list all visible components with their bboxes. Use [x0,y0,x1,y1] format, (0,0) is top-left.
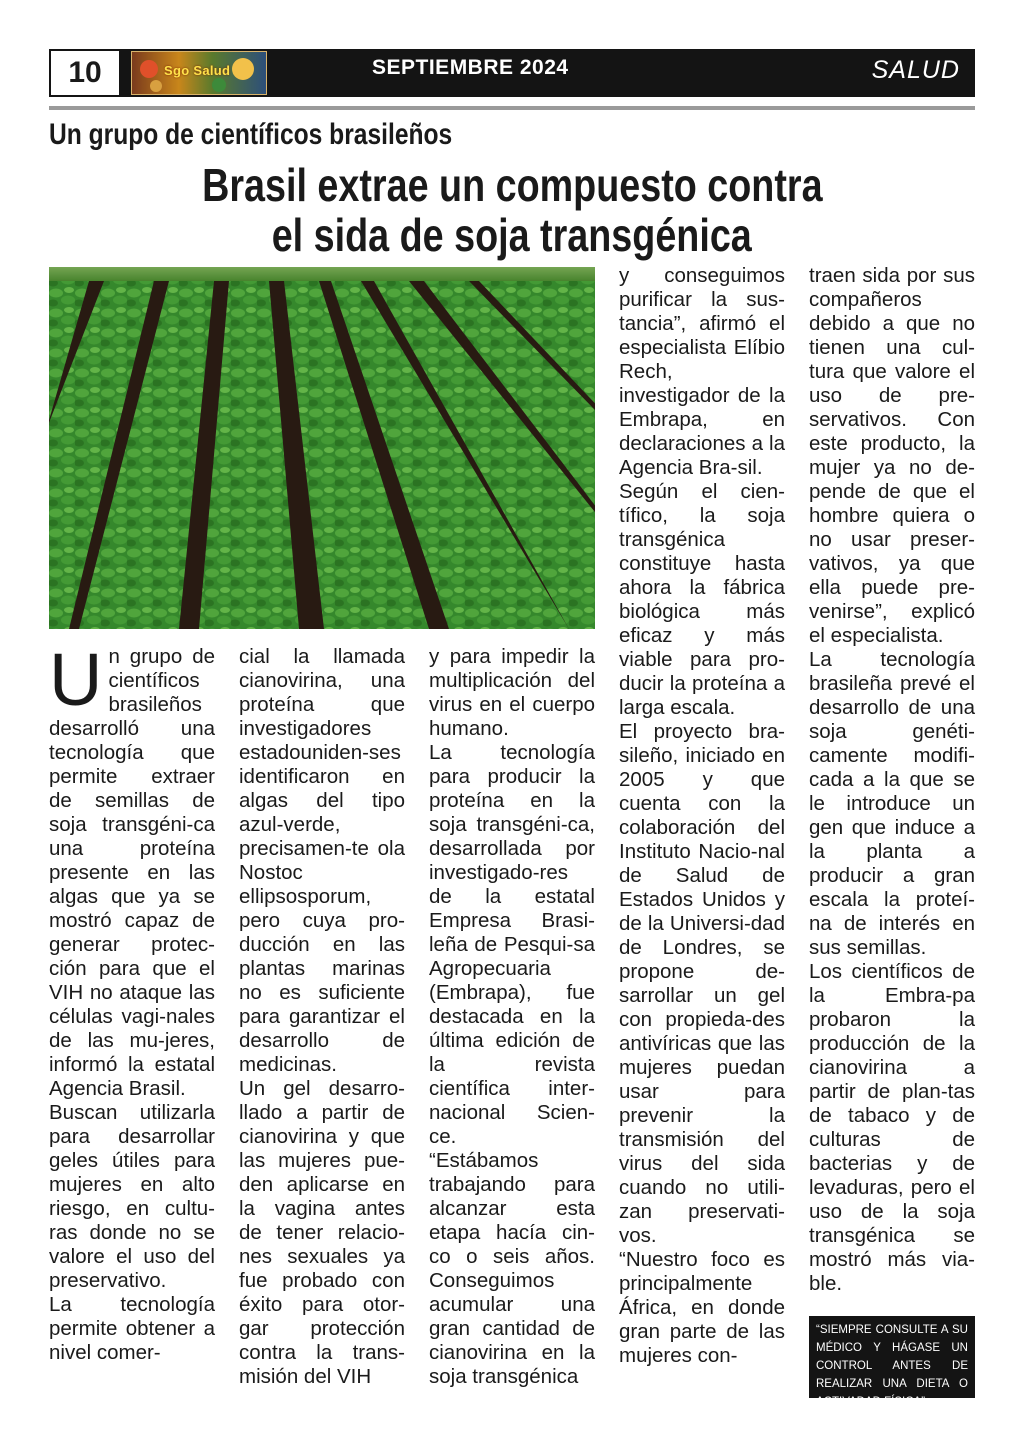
logo-text: Sgo Salud [164,63,231,78]
paragraph: y para impedir la multiplicación del virus en el cuerpo humano. [429,645,595,740]
paragraph: cial la llamada cianovirina, una proteína que investigadores estadouniden-ses identificaron en algas del tipo azul-verde, precisamen-te ola Nostoc ellipsosporum, pero cuya pro-ducción en las plantas marinas no es suficiente para garantizar el desarrollo de medicinas. [239,645,405,1076]
soybean-field-photo [49,267,595,629]
paragraph: “Estábamos trabajando para alcanzar esta etapa hacía cin-co o seis años. Conseguimos acumular una gran cantidad de cianovirina en la soja transgénica [429,1149,595,1388]
issue-date: SEPTIEMBRE 2024 [372,56,569,79]
paragraph: y conseguimos purificar la sus-tancia”, afirmó el especialista Elíbio Rech, investigador de la Embrapa, en declaraciones a la Agencia Bra-sil. [619,264,785,479]
headline-line-2: el sida de soja transgénica [271,209,753,261]
article-column-2 [239,645,405,1389]
article-column-1 [49,638,215,1365]
logo [131,51,267,95]
article-column-4 [619,264,785,1368]
health-notice-box: “SIEMPRE CONSULTE A SU MÉDICO Y HÁGASE UN CONTROL ANTES DE REALIZAR UNA DIETA O ACTIVADAD FÍSICA” [809,1316,975,1398]
paragraph: Los científicos de la Embra-pa probaron la producción de la cianovirina a partir de plan-tas de tabaco y de culturas de bacterias y de levaduras, pero el uso de la soja transgénica se mostró más via-ble. [809,960,975,1295]
article-column-5 [809,264,975,1296]
soybean-field-illustration [49,267,595,629]
header-divider [49,106,975,110]
paragraph: El proyecto bra-sileño, iniciado en 2005 y que cuenta con la colaboración del Instituto Nacio-nal de Salud de Estados Unidos y de la Universi-dad de Londres, se propone de-sarrollar un gel con propieda-des antivíricas que las mujeres puedan usar para prevenir la transmisión del virus del sida cuando no utili-zan preservati-vos. [619,720,785,1247]
headline-line-1: Brasil extrae un compuesto contra [201,159,823,211]
paragraph: Un gel desarro-llado a partir de cianovirina y que las mujeres pue-den aplicarse en la vagina antes de tener relacio-nes sexuales ya fue probado con éxito para otor-gar protección contra la trans-misión del VIH [239,1077,405,1388]
section-title: SALUD [871,56,960,84]
paragraph: La tecnología para producir la proteína en la soja transgéni-ca, desarrollada por investigado-res de la estatal Empresa Brasi-leña de Pesqui-sa Agropecuaria (Embrapa), fue destacada en la última edición de la revista científica inter-nacional Scien-ce. [429,741,595,1148]
paragraph: “Nuestro foco es principalmente África, en donde gran parte de las mujeres con- [619,1248,785,1367]
paragraph: Según el cien-tífico, la soja transgénica constituye hasta ahora la fábrica biológica más eficaz y más viable para pro-ducir la proteína a larga escala. [619,480,785,719]
paragraph: La tecnología brasileña prevé el desarrollo de una soja genéti-camente modifi-cada a la que se le introduce un gen que induce a la planta a producir a gran escala la proteí-na de interés en sus semillas. [809,648,975,959]
article-column-3 [429,645,595,1389]
drop-cap: U [49,638,103,721]
article-kicker: Un grupo de científicos brasileños [49,118,453,151]
page-number: 10 [49,49,121,97]
paragraph: La tecnología permite obtener a nivel comer- [49,1293,215,1364]
paragraph: traen sida por sus compañeros debido a que no tienen una cul-tura que valore el uso de pre-servativos. Con este producto, la mujer ya no de-pende de que el hombre quiera o no usar preser-vativos, ya que ella puede pre-venirse”, explicó el especialista. [809,264,975,647]
paragraph: Buscan utilizarla para desarrollar geles útiles para mujeres en alto riesgo, en cultu-ras donde no se valore el uso del preservativo. [49,1101,215,1292]
paragraph: n grupo de científicos brasileños desarrolló una tecnología que permite extraer de semillas de soja transgéni-ca una proteína presente en las algas que ya se mostró capaz de generar protec-ción para que el VIH no ataque las células vagi-nales de las mu-jeres, informó la estatal Agencia Brasil. [49,645,215,1100]
